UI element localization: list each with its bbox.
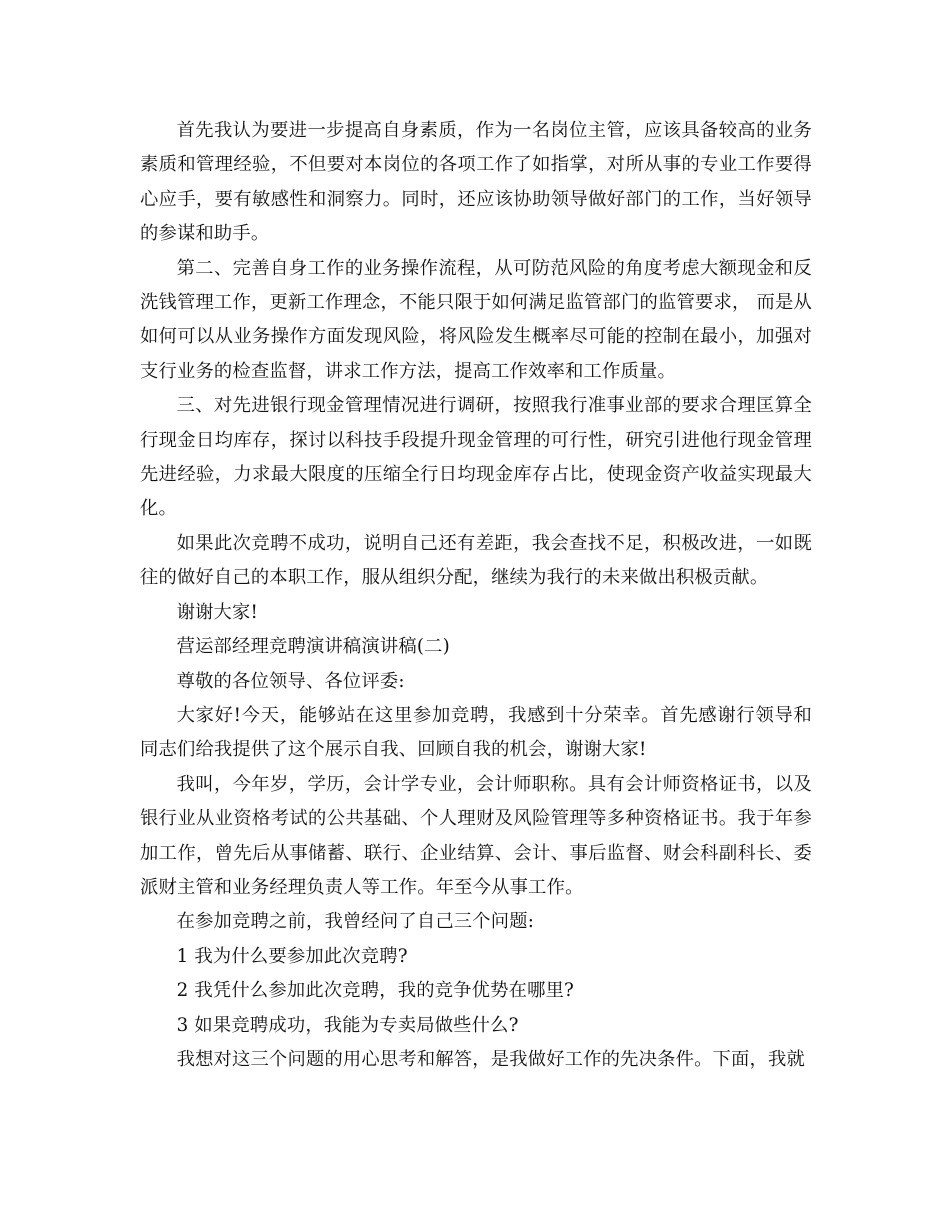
thanks-line: 谢谢大家! — [176, 601, 259, 623]
question-item-2: 2 我凭什么参加此次竞聘，我的竞争优势在哪里? — [176, 980, 575, 1002]
question-item-1: 1 我为什么要参加此次竞聘? — [176, 945, 408, 967]
paragraph-workflow: 第二、完善自身工作的业务操作流程，从可防范风险的角度考虑大额现金和反洗钱管理工作，更新工作理念，不能只限于如何满足监管部门的监管要求， 而是从如何可以从业务操作方面发现风险，将风险发生概率尽可能的控制在最小，加强对支行业务的检查监督，讲求工作方法，提高工作效率和工作质量。 — [140, 257, 812, 382]
document-body — [140, 114, 812, 1077]
question-item-3: 3 如果竞聘成功，我能为专卖局做些什么? — [176, 1014, 519, 1036]
salutation: 尊敬的各位领导、各位评委: — [176, 670, 405, 692]
paragraph-cash-management: 三、对先进银行现金管理情况进行调研，按照我行准事业部的要求合理匡算全行现金日均库存，探讨以科技手段提升现金管理的可行性，研究引进他行现金管理先进经验，力求最大限度的压缩全行日均现金库存占比，使现金资产收益实现最大化。 — [140, 395, 812, 520]
paragraph-self-improvement: 首先我认为要进一步提高自身素质，作为一名岗位主管，应该具备较高的业务素质和管理经验，不但要对本岗位的各项工作了如指掌，对所从事的专业工作要得心应手，要有敏感性和洞察力。同时，还应该协助领导做好部门的工作，当好领导的参谋和助手。 — [140, 120, 812, 245]
paragraph-introduction: 我叫，今年岁，学历，会计学专业，会计师职称。具有会计师资格证书，以及银行业从业资格考试的公共基础、个人理财及风险管理等多种资格证书。我于年参加工作，曾先后从事储蓄、联行、企业结算、会计、事后监督、财会科副科长、委派财主管和业务经理负责人等工作。年至今从事工作。 — [140, 773, 812, 898]
paragraph-closing-partial: 我想对这三个问题的用心思考和解答，是我做好工作的先决条件。下面，我就 — [176, 1048, 805, 1070]
paragraph-if-unsuccessful: 如果此次竞聘不成功，说明自己还有差距，我会查找不足，积极改进，一如既往的做好自己的本职工作，服从组织分配，继续为我行的未来做出积极贡献。 — [140, 532, 812, 589]
speech-title: 营运部经理竞聘演讲稿演讲稿(二) — [176, 636, 450, 658]
questions-intro: 在参加竞聘之前，我曾经问了自己三个问题: — [176, 911, 535, 933]
paragraph-greeting: 大家好!今天，能够站在这里参加竞聘，我感到十分荣幸。首先感谢行领导和同志们给我提供了这个展示自我、回顾自我的机会，谢谢大家! — [140, 704, 812, 761]
